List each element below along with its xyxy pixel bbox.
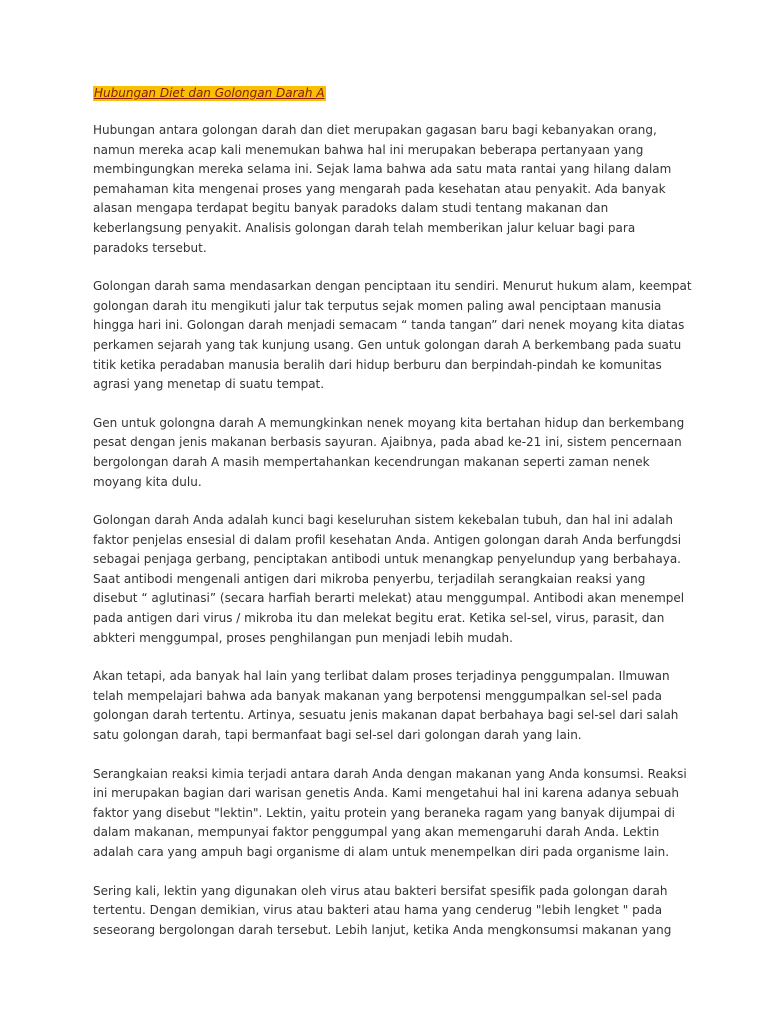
text-line: Sering kali, lektin yang digunakan oleh virus atau bakteri bersifat spesifik pada golongan darah [93,883,668,898]
text-line: hingga hari ini. Golongan darah menjadi semacam “ tanda tangan” dari nenek moyang kita diatas [93,318,685,333]
text-line: bergolongan darah A masih mempertahankan kecendrungan makanan seperti zaman nenek [93,454,650,469]
paragraph [93,882,683,941]
text-line: Akan tetapi, ada banyak hal lain yang terlibat dalam proses terjadinya penggumpalan. Ilmuwan [93,669,670,684]
text-line: alasan mengapa terdapat begitu banyak paradoks dalam studi tentang makanan dan [93,201,609,216]
text-line: keberlangsung penyakit. Analisis golongan darah telah memberikan jalur keluar bagi para [93,220,636,235]
text-line: abkteri menggumpal, proses penghilangan pun menjadi lebih mudah. [93,630,513,645]
text-line: sebagai penjaga gerbang, penciptakan antibodi untuk menangkap penyelundup yang berbahaya. [93,552,681,567]
text-line: ini merupakan bagian dari warisan genetis Anda. Kami mengetahui hal ini karena adanya sebuah [93,786,679,801]
text-line: pada antigen dari virus / mikroba itu dan melekat begitu erat. Ketika sel-sel, virus, parasit, dan [93,611,665,626]
text-line: golongan darah tertentu. Artinya, sesuatu jenis makanan dapat berbahaya bagi sel-sel dari salah [93,708,679,723]
text-line: seseorang bergolongan darah tersebut. Lebih lanjut, ketika Anda mengkonsumsi makanan yang [93,922,672,937]
paragraph [93,414,683,492]
text-line: faktor penjelas ensesial di dalam profil kesehatan Anda. Antigen golongan darah Anda berfungdsi [93,532,682,547]
text-line: Gen untuk golongna darah A memungkinkan nenek moyang kita bertahan hidup dan berkembang [93,415,685,430]
text-line: pesat dengan jenis makanan berbasis sayuran. Ajaibnya, pada abad ke-21 ini, sistem pencernaan [93,435,682,450]
text-line: paradoks tersebut. [93,240,207,255]
paragraph [93,121,683,258]
text-line: golongan darah itu mengikuti jalur tak terputus sejak momen paling awal penciptaan manusia [93,298,662,313]
text-line: Golongan darah Anda adalah kunci bagi keseluruhan sistem kekebalan tubuh, dan hal ini adalah [93,513,673,528]
text-line: Golongan darah sama mendasarkan dengan penciptaan itu sendiri. Menurut hukum alam, keempat [93,279,692,294]
text-line: perkamen sejarah yang tak kunjung usang. Gen untuk golongan darah A berkembang pada suatu [93,337,682,352]
text-line: faktor yang disebut "lektin". Lektin, yaitu protein yang beraneka ragam yang banyak dijumpai di [93,805,675,820]
text-line: adalah cara yang ampuh bagi organisme di alam untuk menempelkan diri pada organisme lain. [93,845,670,859]
text-line: Saat antibodi mengenali antigen dari mikroba penyerbu, terjadilah serangkaian reaksi yang [93,571,646,586]
text-line: tertentu. Dengan demikian, virus atau bakteri atau hama yang cenderug "lebih lengket " pada [93,903,663,918]
title-block [93,84,683,103]
paragraph [93,511,683,648]
text-line: pemahaman kita mengenai proses yang mengarah pada kesehatan atau penyakit. Ada banyak [93,181,666,196]
text-line: membingungkan mereka selama ini. Sejak lama bahwa ada satu mata rantai yang hilang dalam [93,162,672,177]
text-line: Serangkaian reaksi kimia terjadi antara darah Anda dengan makanan yang Anda konsumsi. Reaksi [93,766,687,781]
text-line: namun mereka acap kali menemukan bahwa hal ini merupakan beberapa pertanyaan yang [93,142,644,157]
text-line: satu golongan darah, tapi bermanfaat bagi sel-sel dari golongan darah yang lain. [93,728,582,743]
paragraph [93,277,692,395]
text-line: telah mempelajari bahwa ada banyak makanan yang berpotensi menggumpalkan sel-sel pada [93,688,662,703]
text-line: disebut “ aglutinasi” (secara harfiah berarti melekat) atau menggumpal. Antibodi akan menempel [93,591,685,606]
paragraph [93,765,687,863]
text-line: Hubungan antara golongan darah dan diet merupakan gagasan baru bagi kebanyakan orang, [93,123,657,137]
document-title: Hubungan Diet dan Golongan Darah A [94,86,325,100]
text-line: moyang kita dulu. [93,474,202,489]
paragraph [93,667,683,745]
text-line: agrasi yang menetap di suatu tempat. [93,377,325,392]
text-line: dalam makanan, mempunyai faktor penggumpal yang akan memengaruhi darah Anda. Lektin [93,825,660,840]
document-page [93,84,692,959]
text-line: titik ketika peradaban manusia beralih dari hidup berburu dan berpindah-pindah ke komunitas [93,357,662,372]
